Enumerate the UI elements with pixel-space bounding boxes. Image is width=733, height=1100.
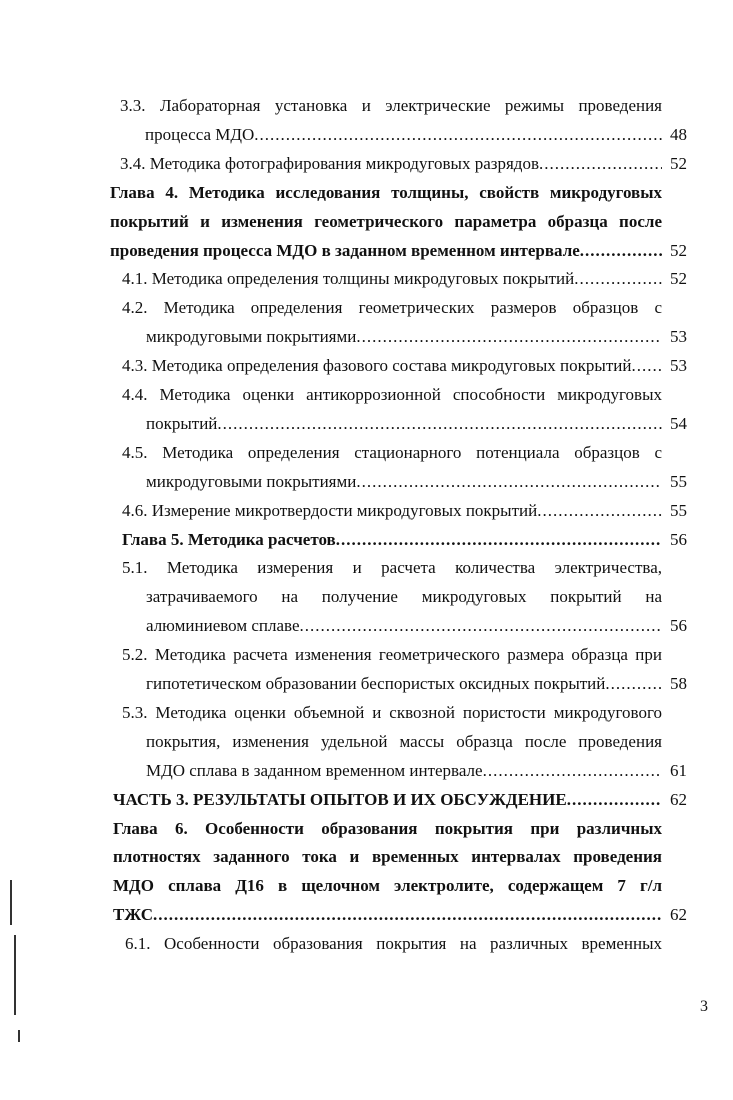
toc-entry-line: 4.2. Методика определения геометрических размеров образцов с	[122, 298, 662, 318]
toc-entry-text: микродуговыми покрытиями	[146, 471, 357, 491]
leader-dots	[539, 152, 662, 176]
toc-entry-line	[122, 499, 662, 523]
toc-page-number	[660, 845, 687, 869]
toc-page-number	[660, 94, 687, 118]
leader-dots	[217, 412, 662, 436]
toc-page-number: 62	[670, 905, 687, 925]
toc-page-number: 54	[670, 413, 687, 433]
toc-entry-line	[120, 152, 662, 176]
toc-entry-line: 5.1. Методика измерения и расчета количества электричества,	[122, 558, 662, 578]
toc-entry-text: ТЖС	[113, 905, 154, 925]
toc-page-number: 55	[670, 471, 687, 491]
toc-entry-line	[146, 759, 662, 783]
scan-mark	[10, 880, 12, 925]
leader-dots	[631, 354, 662, 378]
toc-page-number: 58	[670, 674, 687, 693]
toc-page-number: 53	[670, 356, 687, 376]
toc-page-number	[660, 181, 687, 205]
toc-entry-text: алюминиевом сплаве	[146, 616, 300, 636]
toc-entry-text: процесса МДО	[145, 124, 255, 144]
toc-page-number: 52	[670, 153, 687, 173]
leader-dots	[574, 267, 662, 291]
toc-heading-line	[113, 903, 662, 927]
toc-entry-text: 4.3. Методика определения фазового состава микродуговых покрытий	[122, 356, 632, 376]
toc-page-number	[660, 701, 687, 725]
toc-entry-line: затрачиваемого на получение микродуговых покрытий на	[146, 587, 662, 607]
toc-entry-line	[146, 412, 662, 436]
toc-heading-line	[122, 528, 662, 552]
leader-dots	[537, 499, 662, 523]
toc-entry-line: покрытия, изменения удельной массы образца после проведения	[146, 731, 662, 751]
toc-entry-line	[122, 267, 662, 291]
scan-mark	[18, 1030, 20, 1042]
leader-dots	[580, 239, 662, 263]
toc-page-number: 53	[670, 327, 687, 347]
toc-page-number	[660, 643, 687, 667]
toc-entry-line	[146, 470, 662, 494]
leader-dots	[300, 614, 663, 638]
leader-dots	[356, 470, 662, 494]
toc-entry-line: 5.3. Методика оценки объемной и сквозной пористости микродугового	[122, 702, 662, 722]
leader-dots	[567, 788, 662, 812]
toc-entry-line	[146, 614, 662, 638]
toc-entry-line	[146, 672, 662, 696]
toc-page-number	[660, 874, 687, 898]
toc-page-number	[660, 730, 687, 754]
toc-page-number	[660, 817, 687, 841]
toc-page-number: 56	[670, 616, 687, 636]
toc-entry-text: проведения процесса МДО в заданном временном интервале	[110, 240, 580, 260]
toc-page-number	[660, 556, 687, 580]
toc-page-number: 55	[670, 500, 687, 520]
toc-entry-line: 4.5. Методика определения стационарного потенциала образцов с	[122, 442, 662, 462]
toc-heading-line: покрытий и изменения геометрического параметра образца после	[110, 211, 662, 231]
toc-entry-line	[145, 123, 662, 147]
toc-entry-text: гипотетическом образовании беспористых оксидных покрытий	[146, 674, 606, 693]
toc-entry-line: 6.1. Особенности образования покрытия на различных временных	[125, 934, 662, 954]
toc-entry-line	[122, 354, 662, 378]
leader-dots	[153, 903, 662, 927]
toc-entry-text: покрытий	[146, 413, 218, 433]
toc-entry-text: ЧАСТЬ 3. РЕЗУЛЬТАТЫ ОПЫТОВ И ИХ ОБСУЖДЕНИЕ	[113, 789, 567, 809]
leader-dots	[336, 528, 662, 552]
toc-entry-line: 4.4. Методика оценки антикоррозионной способности микродуговых	[122, 385, 662, 404]
toc-entry-text: 4.1. Методика определения толщины микродуговых покрытий	[122, 269, 575, 289]
toc-page-number	[660, 585, 687, 609]
leader-dots	[605, 672, 662, 696]
leader-dots	[254, 123, 662, 147]
toc-heading-line	[113, 788, 662, 812]
toc-page-number: 56	[670, 529, 687, 549]
toc-page-number	[660, 210, 687, 234]
toc-page-number: 52	[670, 240, 687, 260]
toc-heading-line: Глава 6. Особенности образования покрытия при различных	[113, 818, 662, 838]
toc-entry-text: Глава 5. Методика расчетов	[122, 529, 336, 549]
toc-page-number	[660, 383, 687, 407]
toc-heading-line: плотностях заданного тока и временных интервалах проведения	[113, 847, 662, 867]
toc-page-number: 52	[670, 269, 687, 289]
toc-entry-line: 3.3. Лабораторная установка и электрические режимы проведения	[120, 96, 662, 115]
toc-page-number: 61	[670, 760, 687, 780]
toc-heading-line: МДО сплава Д16 в щелочном электролите, содержащем 7 г/л	[113, 876, 662, 896]
leader-dots	[483, 759, 662, 783]
toc-entry-text: 3.4. Методика фотографирования микродуговых разрядов	[120, 153, 539, 173]
toc-entry-text: микродуговыми покрытиями	[146, 327, 357, 347]
toc-page-number: 48	[670, 124, 687, 144]
toc-page-number	[660, 441, 687, 465]
toc-page-number	[660, 932, 687, 956]
toc-page-number: 62	[670, 789, 687, 809]
toc-page-number	[660, 296, 687, 320]
toc-entry-text: 4.6. Измерение микротвердости микродуговых покрытий	[122, 500, 538, 520]
toc-heading-line	[110, 239, 662, 263]
page-number: 3	[700, 998, 708, 1015]
toc-entry-line: 5.2. Методика расчета изменения геометрического размера образца при	[122, 645, 662, 665]
toc-heading-line: Глава 4. Методика исследования толщины, свойств микродуговых	[110, 182, 662, 202]
leader-dots	[356, 325, 662, 349]
scan-mark	[14, 935, 16, 1015]
toc-entry-line	[146, 325, 662, 349]
toc-entry-text: МДО сплава в заданном временном интервале	[146, 760, 483, 780]
